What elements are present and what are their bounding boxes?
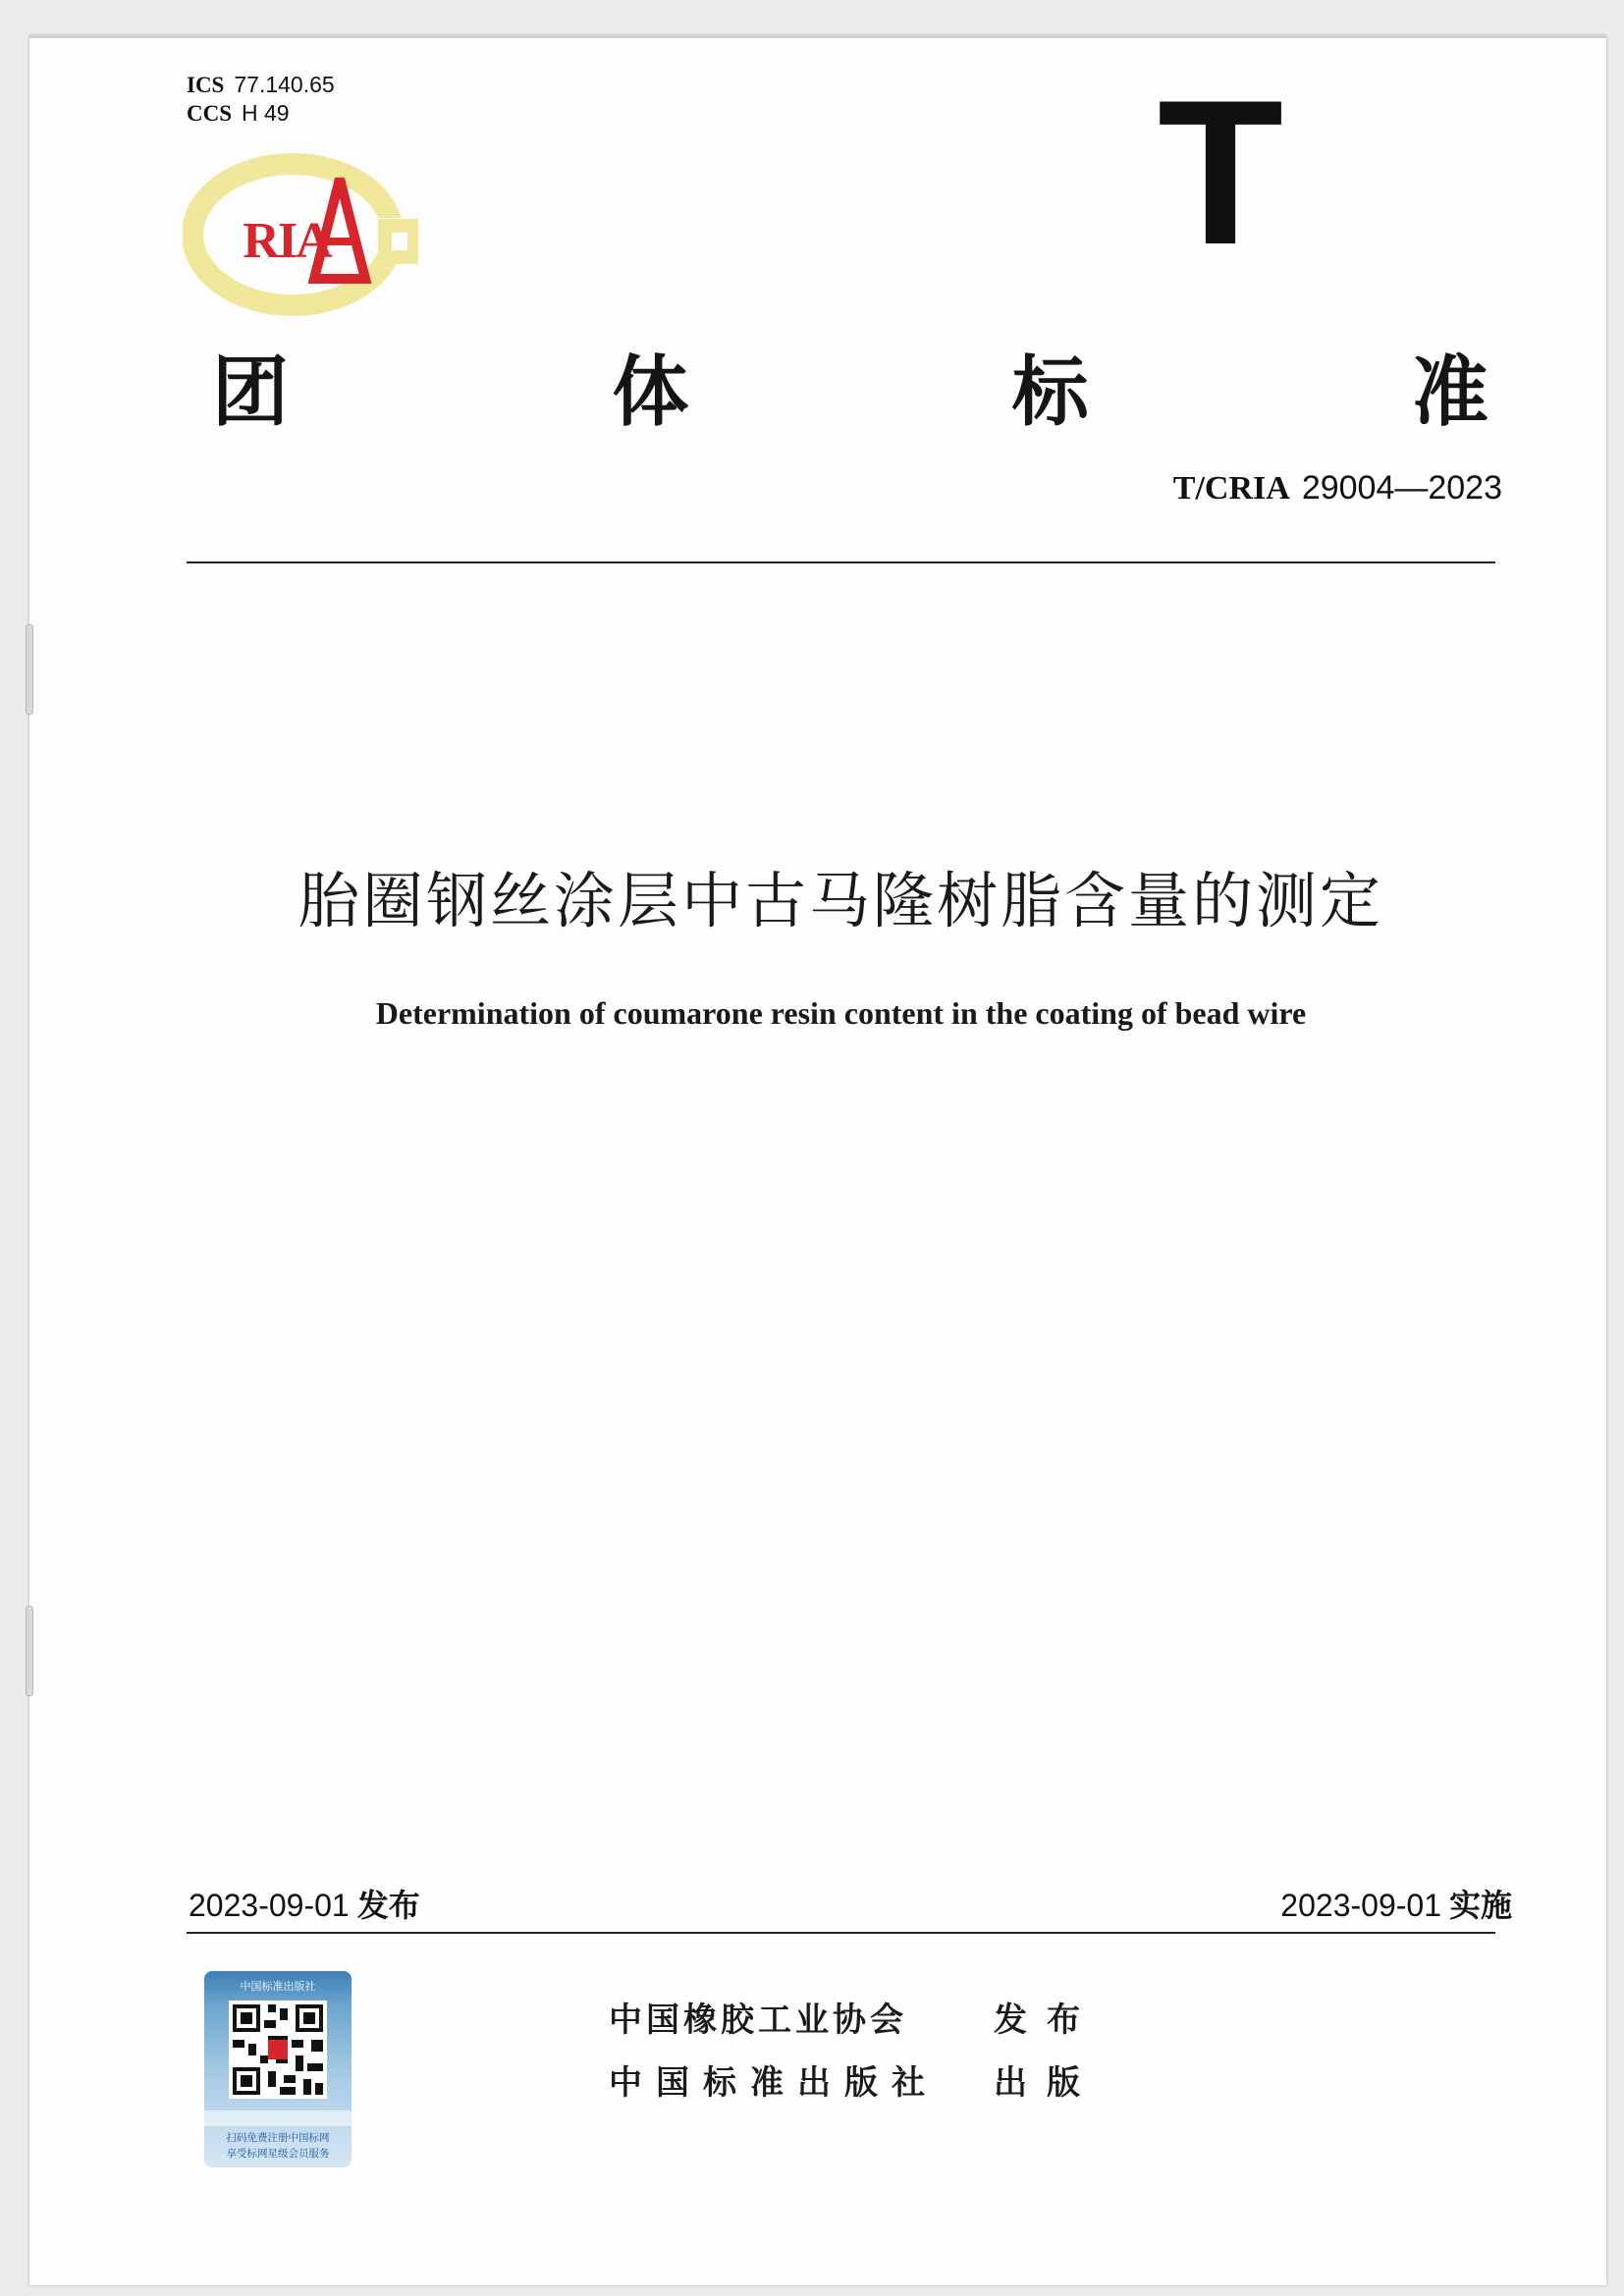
qr-registration-card[interactable]	[204, 1971, 352, 2167]
publisher-org: 中国标准出版社	[609, 2062, 939, 2103]
standard-letter: T	[1157, 57, 1284, 288]
staple-mark	[26, 1606, 33, 1696]
cria-logo-icon	[183, 132, 418, 318]
standard-type-heading	[212, 332, 1489, 440]
title-english: Determination of coumarone resin content in the coating of bead wire	[375, 995, 1307, 1031]
standard-type-char: 标	[1011, 348, 1089, 437]
ics-code: ICS 77.140.65	[187, 72, 335, 97]
staple-mark	[26, 624, 33, 715]
logo-text: RIA	[243, 213, 331, 269]
qr-card-caption: 中国标准出版社	[240, 1980, 316, 1993]
ccs-code: CCS H 49	[187, 100, 290, 126]
standard-number	[1173, 469, 1502, 507]
qr-card-line: 享受标网星级会员服务	[226, 2148, 330, 2160]
standard-type-char: 体	[612, 348, 689, 437]
standard-series: T/CRIA	[1172, 470, 1290, 507]
publisher-block	[609, 1985, 1100, 2110]
publisher-role: 出版	[994, 2062, 1100, 2103]
footer-divider	[187, 1932, 1495, 1934]
publisher-role: 发布	[994, 2000, 1100, 2040]
publisher-row	[609, 2048, 1100, 2110]
header-divider	[187, 561, 1495, 563]
qr-card-line: 扫码免费注册中国标网	[226, 2132, 330, 2144]
publisher-org: 中国橡胶工业协会	[609, 2000, 907, 2040]
qr-code-icon	[229, 2001, 327, 2099]
implementation-date: 2023-09-01 实施	[1280, 1887, 1512, 1924]
qr-card-ribbon	[204, 2110, 352, 2126]
page-edge	[29, 35, 1606, 38]
publisher-row	[609, 1985, 1100, 2048]
issue-date: 2023-09-01 发布	[189, 1887, 420, 1924]
classification-codes	[187, 71, 335, 128]
standard-code: 29004—2023	[1301, 469, 1502, 507]
standard-type-char: 团	[212, 348, 290, 437]
title-chinese: 胎圈钢丝涂层中古马隆树脂含量的测定	[298, 865, 1383, 936]
standard-type-char: 准	[1411, 348, 1489, 437]
